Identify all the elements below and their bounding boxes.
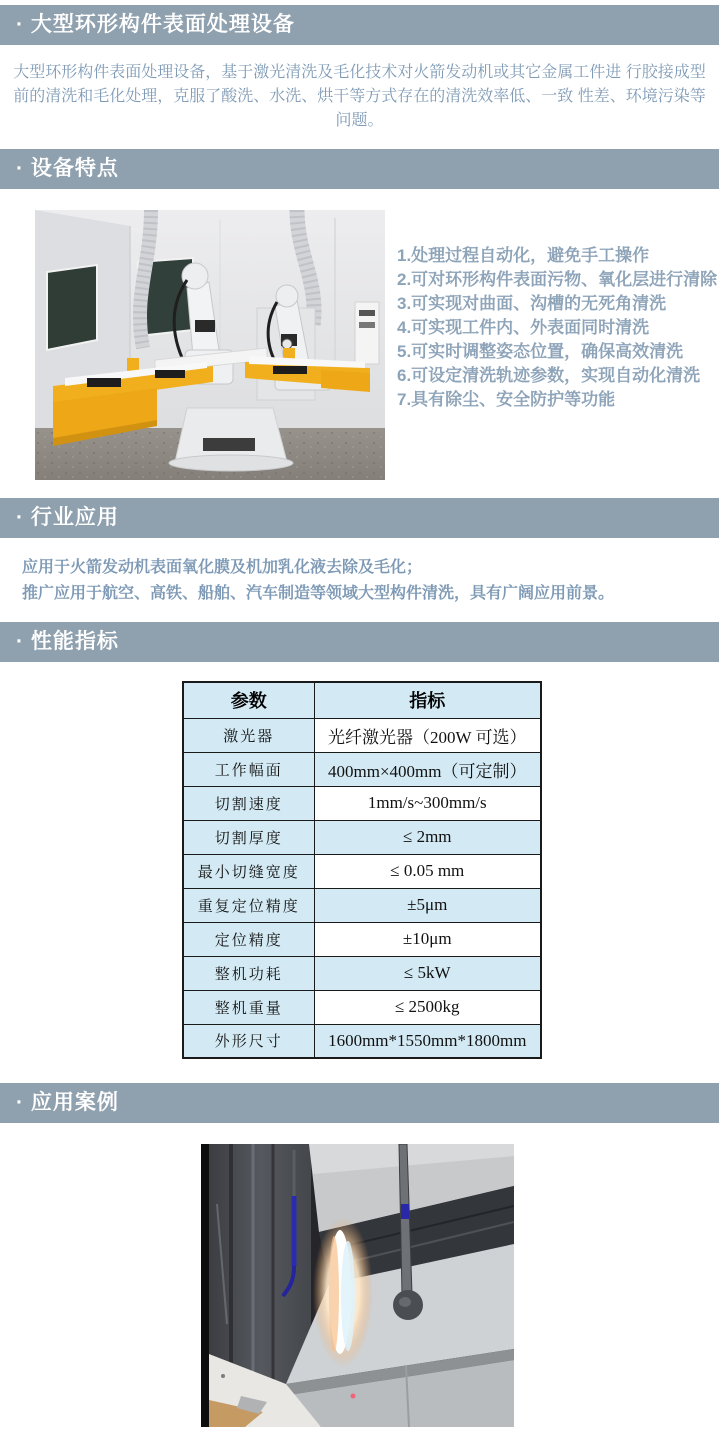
section-header-specs: · 性能指标 bbox=[0, 622, 719, 662]
spec-param: 激光器 bbox=[183, 718, 314, 752]
column-header-parameter: 参数 bbox=[183, 682, 314, 718]
spec-table-container bbox=[182, 681, 719, 1059]
spec-value: 400mm×400mm（可定制） bbox=[314, 752, 541, 786]
application-line: 推广应用于航空、高铁、船舶、汽车制造等领域大型构件清洗，具有广阔应用前景。 bbox=[22, 585, 615, 602]
spec-param: 工作幅面 bbox=[183, 752, 314, 786]
spec-param: 切割厚度 bbox=[183, 820, 314, 854]
spec-value: ±5μm bbox=[314, 888, 541, 922]
table-row bbox=[183, 752, 541, 786]
section-header-applications: · 行业应用 bbox=[0, 498, 719, 538]
feature-item: 6.可设定清洗轨迹参数，实现自动化清洗 bbox=[397, 366, 701, 385]
table-row bbox=[183, 820, 541, 854]
table-row bbox=[183, 956, 541, 990]
spec-value: 1mm/s~300mm/s bbox=[314, 786, 541, 820]
intro-paragraph: 大型环形构件表面处理设备，基于激光清洗及毛化技术对火箭发动机或其它金属工件进 行胶接成型前的清洗和毛化处理，克服了酸洗、水洗、烘干等方式存在的清洗效率低、一致 性差、环境污染等问题。 bbox=[13, 64, 706, 129]
spec-param: 整机重量 bbox=[183, 990, 314, 1024]
table-header-row bbox=[183, 682, 541, 718]
feature-item: 4.可实现工件内、外表面同时清洗 bbox=[397, 318, 650, 337]
spec-param: 外形尺寸 bbox=[183, 1024, 314, 1058]
section-header-cases: · 应用案例 bbox=[0, 1083, 719, 1123]
spec-value: ±10μm bbox=[314, 922, 541, 956]
section-header-features: · 设备特点 bbox=[0, 149, 719, 189]
robot-cell-illustration bbox=[35, 210, 385, 480]
spec-value: ≤ 0.05 mm bbox=[314, 854, 541, 888]
table-row bbox=[183, 854, 541, 888]
robot-cleaning-cell-photo bbox=[35, 210, 385, 485]
feature-item: 3.可实现对曲面、沟槽的无死角清洗 bbox=[397, 294, 667, 313]
application-line: 应用于火箭发动机表面氧化膜及机加乳化液去除及毛化； bbox=[22, 559, 423, 576]
spec-param: 定位精度 bbox=[183, 922, 314, 956]
spec-param: 整机功耗 bbox=[183, 956, 314, 990]
spec-param: 切割速度 bbox=[183, 786, 314, 820]
spec-value: ≤ 2mm bbox=[314, 820, 541, 854]
applications-text bbox=[22, 555, 719, 607]
spec-param: 重复定位精度 bbox=[183, 888, 314, 922]
table-row bbox=[183, 718, 541, 752]
column-header-indicator: 指标 bbox=[314, 682, 541, 718]
table-row bbox=[183, 1024, 541, 1058]
feature-item: 1.处理过程自动化，避免手工操作 bbox=[397, 246, 650, 265]
section-header-product-title: · 大型环形构件表面处理设备 bbox=[0, 5, 719, 45]
spec-value: 1600mm*1550mm*1800mm bbox=[314, 1024, 541, 1058]
table-row bbox=[183, 922, 541, 956]
spec-value: ≤ 2500kg bbox=[314, 990, 541, 1024]
table-row bbox=[183, 786, 541, 820]
features-row bbox=[0, 210, 719, 485]
spec-table bbox=[182, 681, 542, 1059]
table-row bbox=[183, 888, 541, 922]
spec-value: 光纤激光器（200W 可选） bbox=[314, 718, 541, 752]
feature-item: 7.具有除尘、安全防护等功能 bbox=[397, 390, 616, 409]
features-list bbox=[397, 210, 717, 485]
laser-process-illustration bbox=[201, 1144, 514, 1427]
table-row bbox=[183, 990, 541, 1024]
laser-cleaning-process-photo bbox=[201, 1144, 719, 1432]
spec-param: 最小切缝宽度 bbox=[183, 854, 314, 888]
spec-value: ≤ 5kW bbox=[314, 956, 541, 990]
feature-item: 5.可实时调整姿态位置，确保高效清洗 bbox=[397, 342, 684, 361]
feature-item: 2.可对环形构件表面污物、氧化层进行清除 bbox=[397, 270, 718, 289]
